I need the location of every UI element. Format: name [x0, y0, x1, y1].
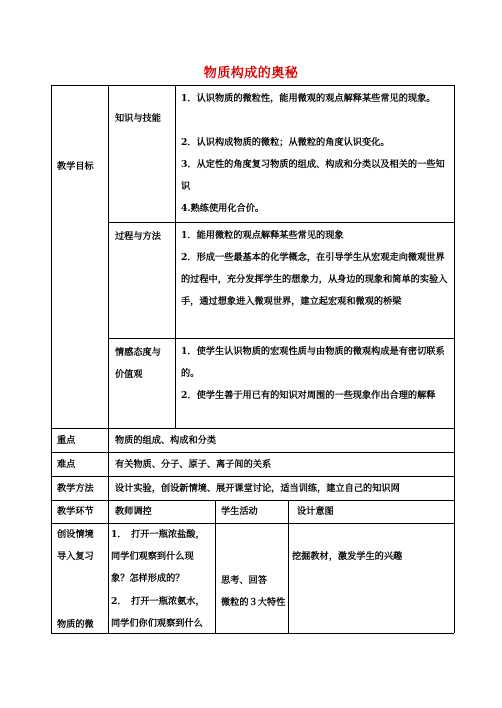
knowledge-label: 知识与技能	[115, 113, 161, 124]
teacher-line: 1． 打开一瓶浓盐酸，	[111, 529, 205, 540]
knowledge-item: 2．认识构成物质的微粒；从微粒的角度认识变化。	[181, 137, 390, 148]
teacher-line: 同学们观察到什么现	[111, 551, 194, 562]
knowledge-item: 1．认识物质的微粒性，能用微观的观点解释某些常见的现象。	[181, 93, 436, 104]
student-line: 思考、回答	[221, 575, 267, 586]
row-divider	[51, 523, 454, 524]
col-divider	[215, 500, 216, 633]
document-title: 物质构成的奥秘	[203, 66, 299, 81]
knowledge-item: 4.熟练使用化合价。	[181, 203, 265, 214]
emotion-label-line2: 价值观	[115, 369, 143, 380]
row-divider	[51, 476, 454, 477]
row-divider	[108, 222, 454, 223]
difficulty-label: 难点	[57, 459, 76, 470]
focus-value: 物质的组成、构成和分类	[115, 435, 217, 446]
row-divider	[51, 452, 454, 453]
row-divider	[51, 428, 454, 429]
header-student: 学生活动	[221, 506, 258, 517]
process-item: 2．形成一些最基本的化学概念，在引导学生从宏观走向微观世界的过程中，充分发挥学生的想象力，从身边的现象和简单的实验入手，通过想象进入微观世界，建立起宏观和微观的桥梁	[181, 252, 448, 307]
header-intent: 设计意图	[297, 506, 334, 517]
emotion-label-line1: 情感态度与	[115, 347, 161, 358]
header-stage: 教学环节	[57, 506, 94, 517]
emotion-item: 2．使学生善于用已有的知识对周围的一些现象作出合理的解释	[181, 390, 436, 401]
stage-line: 物质的微	[57, 619, 94, 630]
emotion-item: 1．使学生认识物质的宏观性质与由物质的微观构成是有密切联系的。	[181, 346, 445, 379]
col-divider	[108, 500, 109, 633]
table-border-left	[51, 85, 52, 633]
table-border-bottom	[51, 633, 454, 634]
focus-label: 重点	[57, 435, 76, 446]
stage-line: 创设情境	[57, 529, 94, 540]
teacher-line: 2． 打开一瓶浓氨水，	[111, 596, 205, 607]
stage-line: 导入复习	[57, 551, 94, 562]
teacher-line: 象？怎样形成的？	[111, 573, 185, 584]
table-border-top	[51, 85, 454, 86]
knowledge-item: 3．从定性的角度复习物质的组成、构成和分类以及相关的一些知识	[181, 159, 445, 192]
student-line: 微粒的３大特性	[221, 597, 286, 608]
table-border-right	[454, 85, 455, 633]
col-divider	[108, 85, 109, 500]
col-divider	[288, 500, 289, 633]
objectives-header: 教学目标	[57, 161, 94, 172]
method-label: 教学方法	[57, 483, 94, 494]
row-divider	[51, 500, 454, 501]
method-value: 设计实验，创设新情境、展开课堂讨论，适当训练，建立自己的知识网	[115, 483, 400, 494]
row-divider	[108, 338, 454, 339]
difficulty-value: 有关物质、分子、原子、离子间的关系	[115, 459, 272, 470]
process-item: 1．能用微粒的观点解释某些常见的现象	[181, 230, 344, 241]
intent-text: 挖掘教材，激发学生的兴趣	[292, 551, 403, 562]
process-label: 过程与方法	[115, 231, 161, 242]
col-divider	[175, 85, 176, 428]
header-teacher: 教师调控	[115, 506, 152, 517]
teacher-line: 同学们你们观察到什么	[111, 618, 203, 629]
